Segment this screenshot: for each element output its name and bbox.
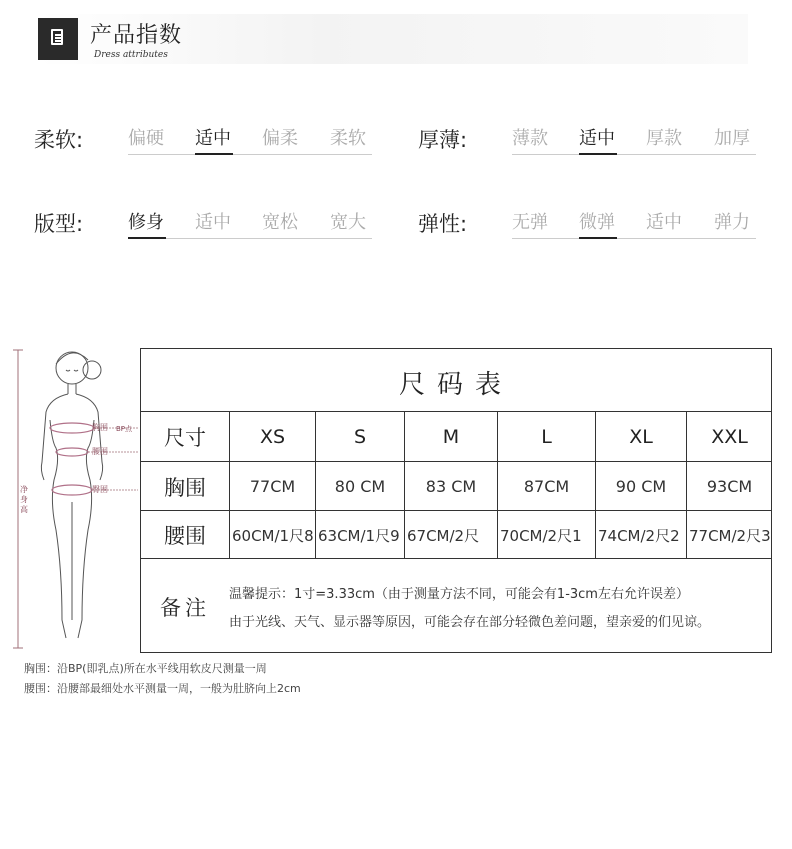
row-header: 腰围 bbox=[164, 524, 206, 548]
bust-cell: 80 CM bbox=[315, 462, 404, 511]
table-row-bust bbox=[141, 461, 771, 511]
row-header: 尺寸 bbox=[164, 426, 206, 450]
waist-cell: 67CM/2尺 bbox=[404, 511, 497, 559]
section-title: 产品指数 bbox=[90, 23, 183, 48]
attr-option-selected: 适中 bbox=[195, 128, 231, 149]
attr-option: 厚款 bbox=[646, 128, 682, 149]
bust-cell: 90 CM bbox=[595, 462, 686, 511]
bust-cell: 77CM bbox=[229, 462, 315, 511]
waist-cell: 63CM/1尺9 bbox=[315, 511, 404, 559]
label-height: 净身高 bbox=[20, 485, 32, 515]
document-icon bbox=[38, 18, 78, 60]
footnote-waist: 腰围：沿腰部最细处水平测量一周，一般为肚脐向上2cm bbox=[24, 682, 301, 695]
attr-option: 加厚 bbox=[714, 128, 750, 149]
attr-option: 柔软 bbox=[330, 128, 366, 149]
size-cell: M bbox=[404, 412, 497, 462]
note-text bbox=[229, 581, 710, 637]
table-row-size bbox=[141, 411, 771, 462]
table-title: 尺码表 bbox=[398, 370, 513, 400]
attr-label: 厚薄: bbox=[418, 128, 468, 152]
bust-cell: 87CM bbox=[497, 462, 595, 511]
attr-scale-line bbox=[512, 154, 756, 155]
attr-option: 宽大 bbox=[330, 212, 366, 233]
size-cell: S bbox=[315, 412, 404, 462]
attr-option: 偏柔 bbox=[262, 128, 298, 149]
row-header: 备注 bbox=[160, 595, 210, 620]
attr-label: 弹性: bbox=[418, 212, 468, 236]
waist-cell: 60CM/1尺8 bbox=[229, 511, 315, 559]
note-line: 温馨提示：1寸=3.33cm（由于测量方法不同，可能会有1-3cm左右允许误差） bbox=[229, 587, 689, 602]
body-figure bbox=[10, 330, 140, 660]
attr-selected-marker bbox=[195, 153, 233, 155]
attr-fit bbox=[34, 208, 374, 248]
label-waist: 腰围 bbox=[92, 447, 108, 456]
label-bp: BP点 bbox=[116, 425, 133, 433]
attr-selected-marker bbox=[579, 237, 617, 239]
attr-elasticity bbox=[418, 208, 758, 248]
size-cell: L bbox=[497, 412, 595, 462]
attr-softness bbox=[34, 124, 374, 164]
bust-cell: 93CM bbox=[686, 462, 772, 511]
attr-label: 版型: bbox=[34, 212, 84, 236]
table-row-waist bbox=[141, 510, 771, 559]
label-hip: 臀围 bbox=[92, 485, 108, 494]
waist-cell: 74CM/2尺2 bbox=[595, 511, 686, 559]
attr-option: 薄款 bbox=[512, 128, 548, 149]
section-header bbox=[38, 14, 748, 64]
attr-option: 弹力 bbox=[714, 212, 750, 233]
size-cell: XXL bbox=[686, 412, 772, 462]
attr-option: 偏硬 bbox=[128, 128, 164, 149]
attr-option-selected: 修身 bbox=[128, 212, 164, 233]
waist-cell: 70CM/2尺1 bbox=[497, 511, 595, 559]
section-subtitle: Dress attributes bbox=[94, 50, 168, 60]
waist-cell: 77CM/2尺3 bbox=[686, 511, 772, 559]
attr-scale-line bbox=[128, 154, 372, 155]
attr-scale-line bbox=[512, 238, 756, 239]
attr-thickness bbox=[418, 124, 758, 164]
size-cell: XS bbox=[229, 412, 315, 462]
attr-option: 适中 bbox=[646, 212, 682, 233]
footnote-bust: 胸围：沿BP(即乳点)所在水平线用软皮尺测量一周 bbox=[24, 662, 267, 675]
size-table bbox=[140, 348, 772, 653]
note-line: 由于光线、天气、显示器等原因，可能会存在部分轻微色差问题，望亲爱的们见谅。 bbox=[229, 615, 711, 630]
attr-selected-marker bbox=[128, 237, 166, 239]
table-row-note bbox=[141, 558, 771, 654]
bust-cell: 83 CM bbox=[404, 462, 497, 511]
size-cell: XL bbox=[595, 412, 686, 462]
attr-option: 适中 bbox=[195, 212, 231, 233]
row-header: 胸围 bbox=[164, 475, 206, 500]
attr-option-selected: 微弹 bbox=[579, 212, 615, 233]
attr-selected-marker bbox=[579, 153, 617, 155]
attr-label: 柔软: bbox=[34, 128, 84, 152]
label-bust: 胸围 bbox=[92, 423, 108, 432]
attr-option: 无弹 bbox=[512, 212, 548, 233]
attr-option: 宽松 bbox=[262, 212, 298, 233]
attr-scale-line bbox=[128, 238, 372, 239]
attr-option-selected: 适中 bbox=[579, 128, 615, 149]
